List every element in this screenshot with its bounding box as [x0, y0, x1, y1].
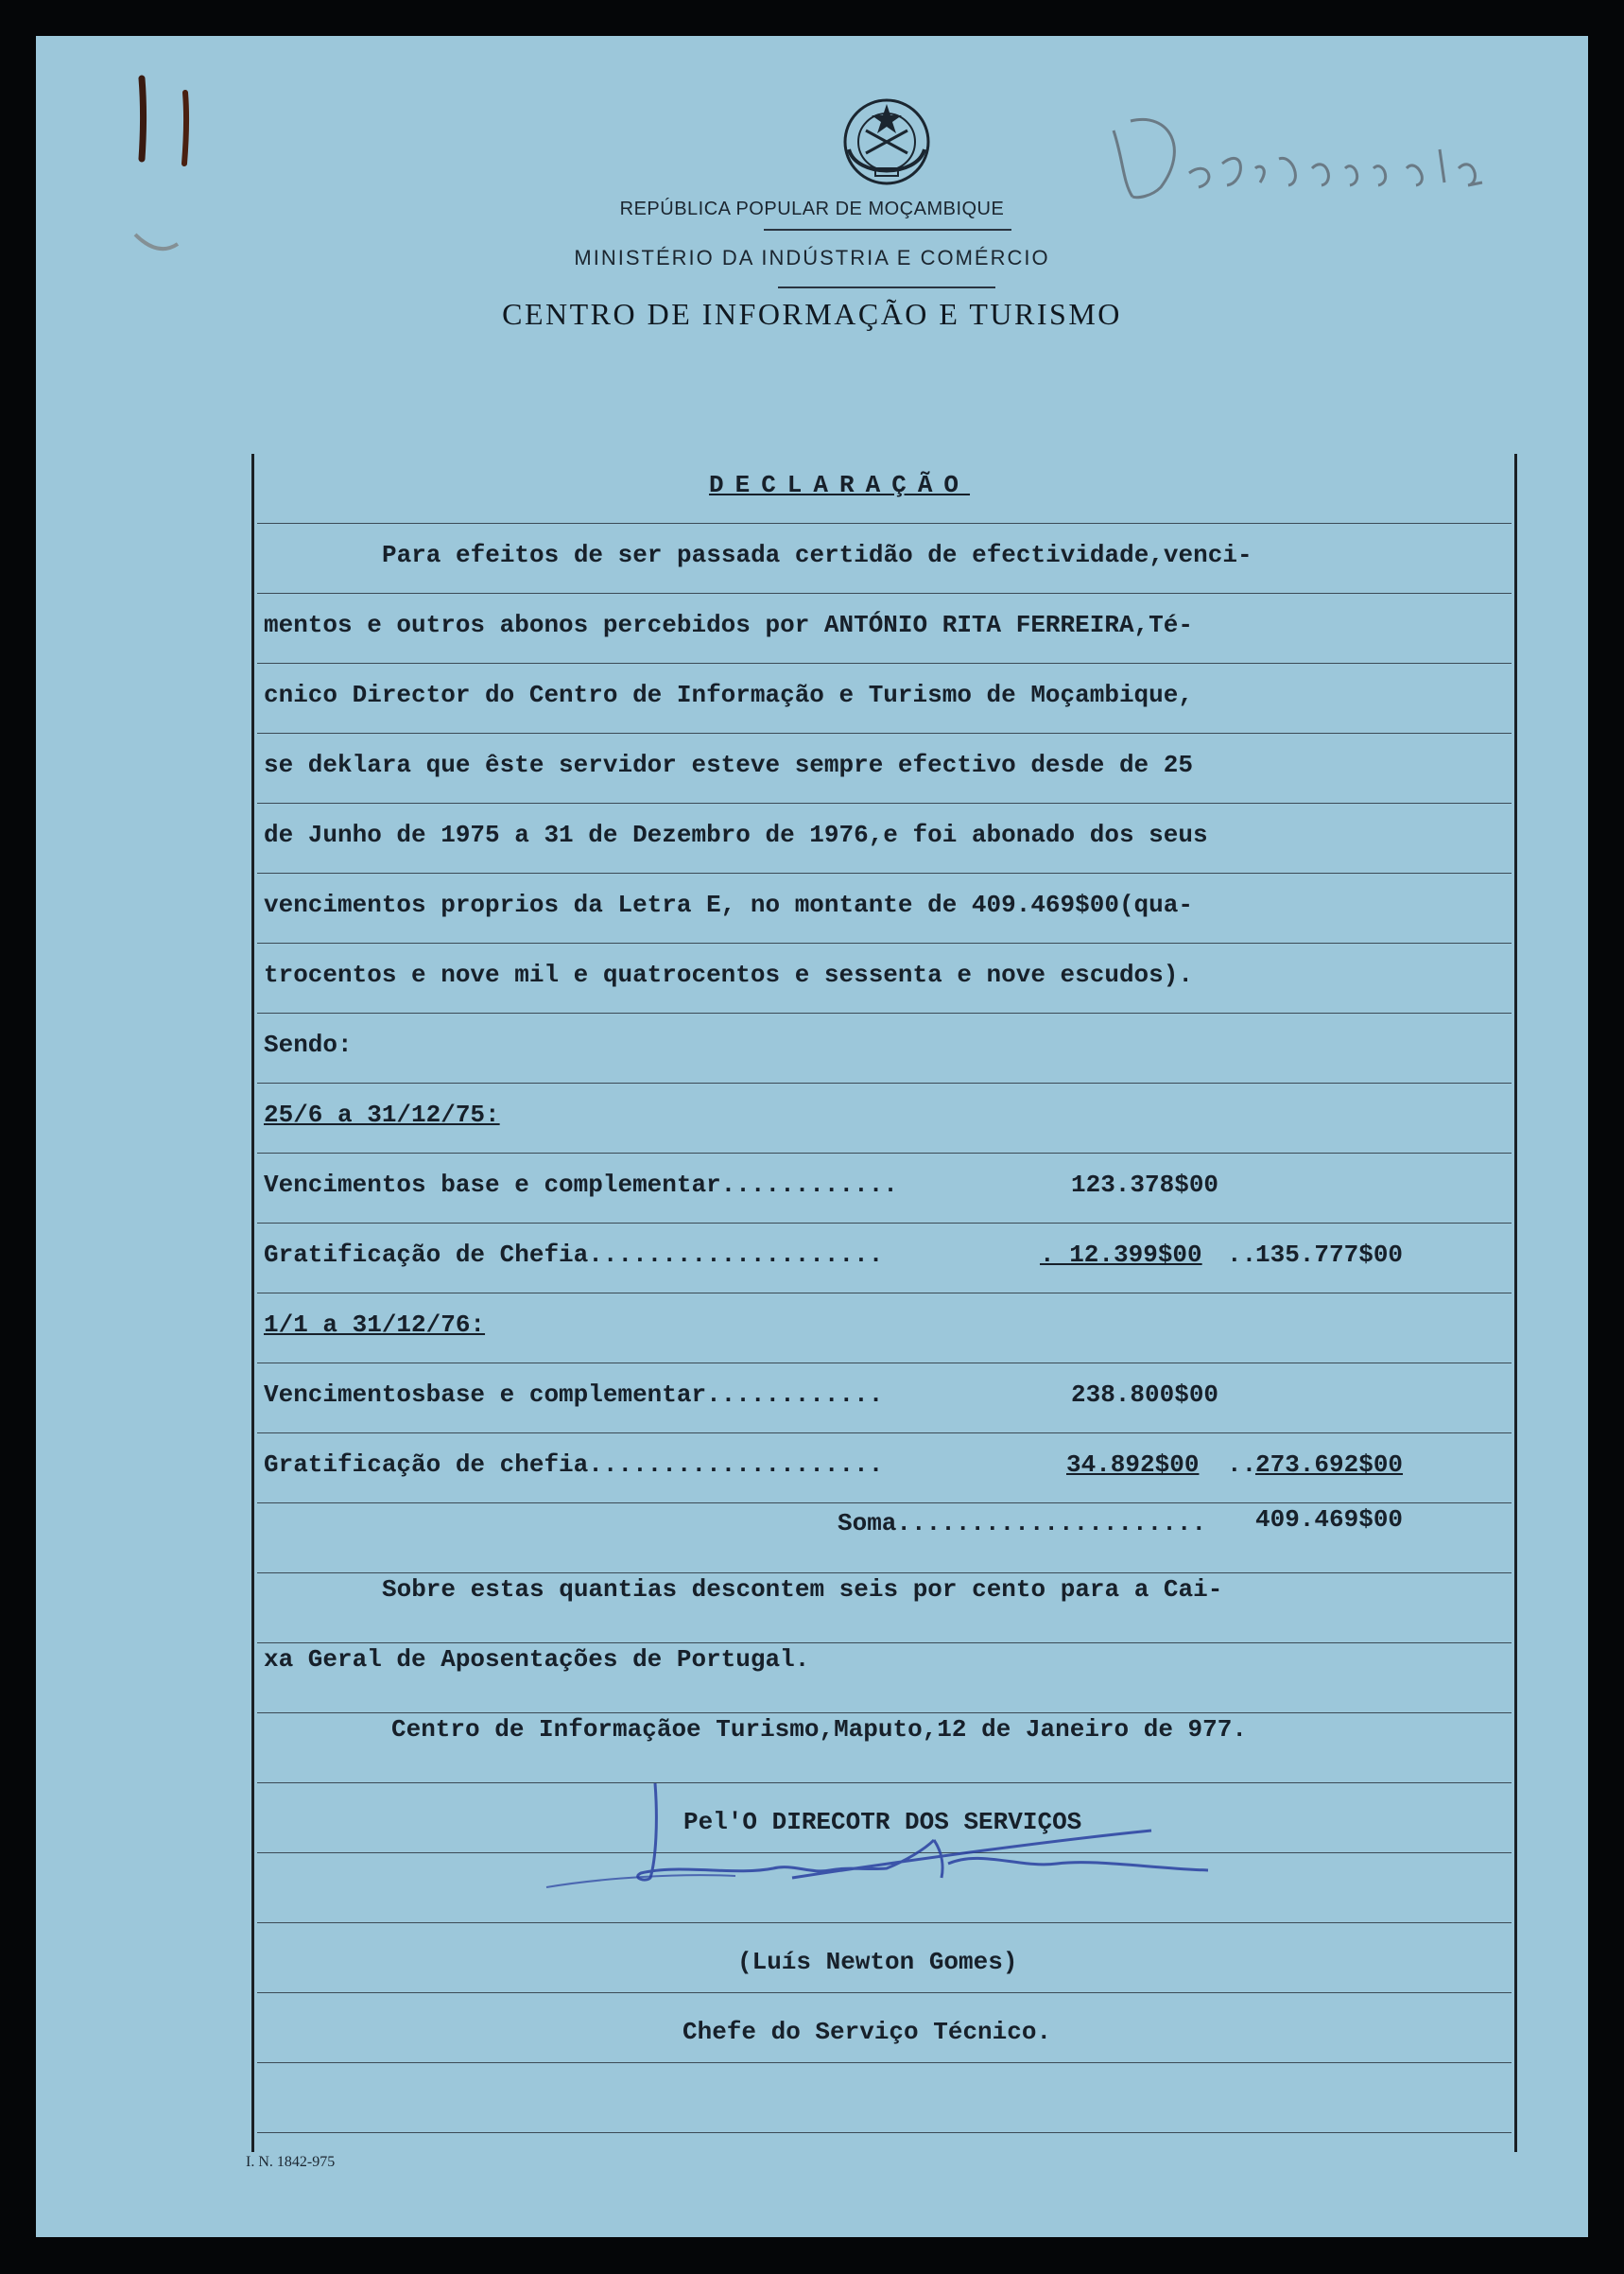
ruled-line — [257, 1013, 1512, 1014]
declaration-sheet — [36, 36, 1588, 2237]
period-2-label: 1/1 a 31/12/76: — [264, 1311, 486, 1339]
period-1-chefia-label: Gratificação de Chefia.................... — [264, 1241, 884, 1269]
body-line: de Junho de 1975 a 31 de Dezembro de 1976,e foi abonado dos seus — [264, 821, 1208, 849]
ruled-line — [257, 1642, 1512, 1643]
ruled-line — [257, 1083, 1512, 1084]
state-emblem-icon — [838, 93, 936, 191]
form-border-left — [251, 454, 254, 2152]
signatory-name: (Luís Newton Gomes) — [737, 1948, 1018, 1976]
period-2-chefia-label: Gratificação de chefia.................... — [264, 1450, 884, 1479]
signature-title: Pel'O DIRECOTR DOS SERVIÇOS — [683, 1808, 1082, 1836]
ruled-line — [257, 2132, 1512, 2133]
ruled-line — [257, 733, 1512, 734]
print-code: I. N. 1842-975 — [246, 2154, 336, 2170]
period-1-base-label: Vencimentos base e complementar............ — [264, 1171, 898, 1199]
ruled-line — [257, 1153, 1512, 1154]
body-line: mentos e outros abonos percebidos por ANTÓNIO RITA FERREIRA,Té- — [264, 611, 1193, 639]
ruled-line — [257, 1572, 1512, 1573]
ruled-line — [257, 803, 1512, 804]
ruled-line — [257, 663, 1512, 664]
ruled-line — [257, 1223, 1512, 1224]
ministry-name: MINISTÉRIO DA INDÚSTRIA E COMÉRCIO — [574, 246, 1050, 269]
period-2-chefia-value: 34.892$00 — [1066, 1450, 1200, 1479]
period-1-subtotal-sep: .. — [1227, 1241, 1257, 1269]
soma-label: Soma..................... — [838, 1509, 1207, 1537]
signatory-role: Chefe do Serviço Técnico. — [682, 2018, 1052, 2046]
period-1-label: 25/6 a 31/12/75: — [264, 1101, 500, 1129]
body-line: cnico Director do Centro de Informação e Turismo de Moçambique, — [264, 681, 1193, 709]
ruled-line — [257, 1502, 1512, 1503]
period-2-subtotal: 273.692$00 — [1255, 1450, 1404, 1479]
ruled-line — [257, 2062, 1512, 2063]
republic-name: REPÚBLICA POPULAR DE MOÇAMBIQUE — [619, 199, 1005, 219]
document-heading: DECLARAÇÃO — [709, 471, 971, 499]
body-line: se deklara que êste servidor esteve sempre efectivo desde de 25 — [264, 751, 1193, 779]
closing-line: Sobre estas quantias descontem seis por cento para a Cai- — [382, 1575, 1223, 1604]
letterhead-divider — [778, 286, 995, 288]
sendo-label: Sendo: — [264, 1031, 353, 1059]
ruled-line — [257, 873, 1512, 874]
period-2-subtotal-sep: .. — [1227, 1450, 1257, 1479]
handwritten-signature — [490, 1783, 1416, 1897]
ruled-line — [257, 593, 1512, 594]
ruled-line — [257, 1712, 1512, 1713]
ruled-line — [257, 523, 1512, 524]
ruled-line — [257, 1432, 1512, 1433]
ruled-line — [257, 943, 1512, 944]
closing-line: xa Geral de Aposentações de Portugal. — [264, 1645, 810, 1674]
form-border-right — [1514, 454, 1517, 2152]
period-2-base-label: Vencimentosbase e complementar............ — [264, 1380, 884, 1409]
body-line: vencimentos proprios da Letra E, no montante de 409.469$00(qua- — [264, 891, 1193, 919]
period-1-base-value: 123.378$00 — [1071, 1171, 1219, 1199]
ruled-line — [257, 1922, 1512, 1923]
period-2-base-value: 238.800$00 — [1071, 1380, 1219, 1409]
centre-name: CENTRO DE INFORMAÇÃO E TURISMO — [502, 297, 1122, 331]
letterhead-divider — [764, 229, 1011, 231]
soma-value: 409.469$00 — [1255, 1505, 1404, 1534]
place-date: Centro de Informaçãoe Turismo,Maputo,12 de Janeiro de 977. — [391, 1715, 1247, 1744]
ruled-line — [257, 1992, 1512, 1993]
period-1-chefia-value: . 12.399$00 — [1040, 1241, 1202, 1269]
body-line: Para efeitos de ser passada certidão de efectividade,venci- — [382, 541, 1253, 569]
period-1-subtotal: 135.777$00 — [1255, 1241, 1404, 1269]
body-line: trocentos e nove mil e quatrocentos e sessenta e nove escudos). — [264, 961, 1193, 989]
